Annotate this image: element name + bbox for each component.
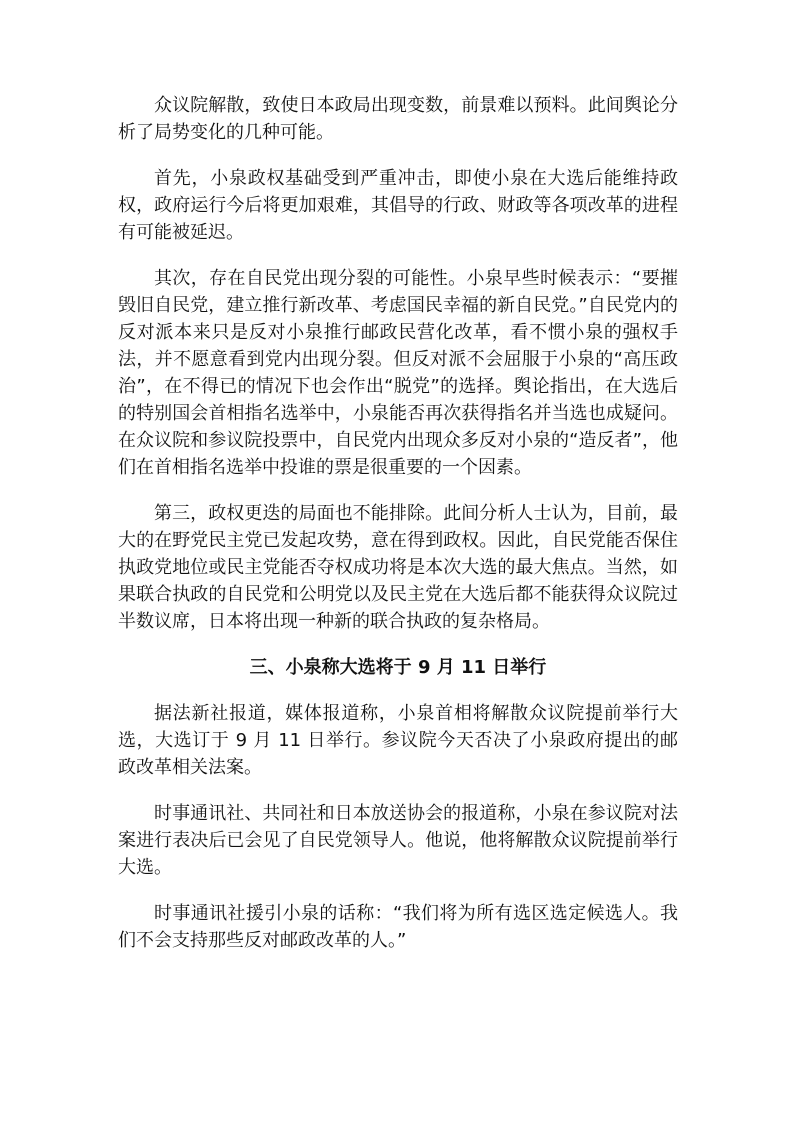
document-page: [118, 92, 678, 973]
paragraph-jiji-kyodo-nhk-report: 时事通讯社、共同社和日本放送协会的报道称，小泉在参议院对法案进行表决后已会见了自民党领导人。他说，他将解散众议院提前举行大选。: [118, 803, 678, 878]
paragraph-koizumi-quote: 时事通讯社援引小泉的话称：“我们将为所有选区选定候选人。我们不会支持那些反对邮政改革的人。”: [118, 903, 678, 951]
paragraph-afp-report: 据法新社报道，媒体报道称，小泉首相将解散众议院提前举行大选，大选订于 9 月 11 日举行。参议院今天否决了小泉政府提出的邮政改革相关法案。: [118, 703, 678, 778]
paragraph-second-possibility: 其次，存在自民党出现分裂的可能性。小泉早些时候表示：“要摧毁旧自民党，建立推行新改革、考虑国民幸福的新自民党。”自民党内的反对派本来只是反对小泉推行邮政民营化改革，看不惯小泉的强权手法，并不愿意看到党内出现分裂。但反对派不会屈服于小泉的“高压政治”，在不得已的情况下也会作出“脱党”的选择。舆论指出，在大选后的特别国会首相指名选举中，小泉能否再次获得指名并当选也成疑问。在众议院和参议院投票中，自民党内出现众多反对小泉的“造反者”，他们在首相指名选举中投谁的票是很重要的一个因素。: [118, 268, 678, 478]
paragraph-dissolution-intro: 众议院解散，致使日本政局出现变数，前景难以预料。此间舆论分析了局势变化的几种可能。: [118, 95, 678, 143]
paragraph-third-possibility: 第三，政权更迭的局面也不能排除。此间分析人士认为，目前，最大的在野党民主党已发起攻势，意在得到政权。因此，自民党能否保住执政党地位或民主党能否夺权成功将是本次大选的最大焦点。当然，如果联合执政的自民党和公明党以及民主党在大选后都不能获得众议院过半数议席，日本将出现一种新的联合执政的复杂格局。: [118, 503, 678, 632]
paragraph-first-possibility: 首先，小泉政权基础受到严重冲击，即使小泉在大选后能维持政权，政府运行今后将更加艰难，其倡导的行政、财政等各项改革的进程有可能被延迟。: [118, 168, 678, 243]
section-heading: 三、小泉称大选将于 9 月 11 日举行: [249, 657, 547, 678]
